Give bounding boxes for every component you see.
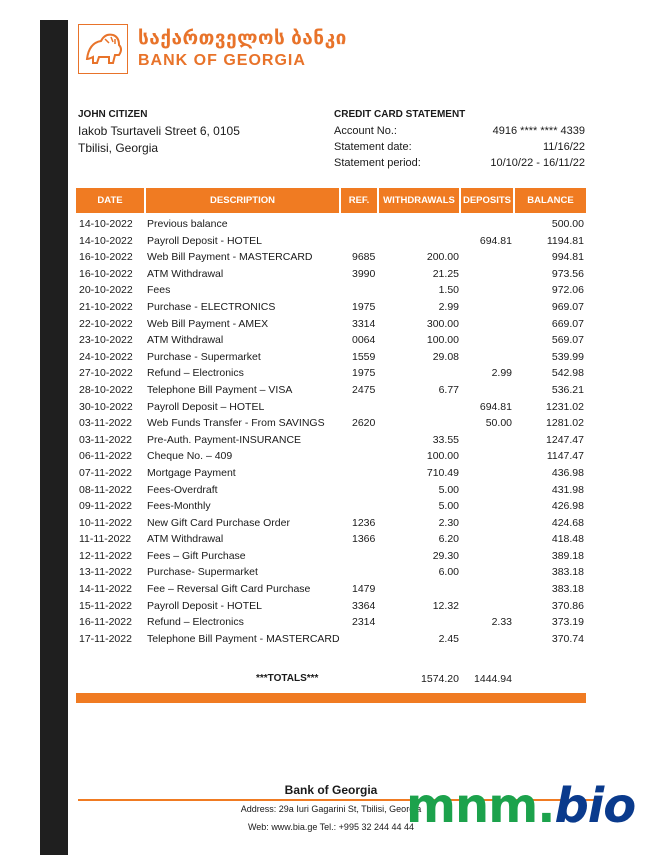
header-ref: REF. (341, 188, 377, 213)
table-row (76, 233, 586, 250)
cell-desc: Purchase- Supermarket (147, 566, 258, 579)
table-row (76, 564, 586, 581)
cell-date: 16-10-2022 (79, 267, 133, 280)
cell-date: 10-11-2022 (79, 516, 132, 529)
cell-bal: 969.07 (551, 300, 584, 313)
footer-contact: Web: www.bia.ge Tel.: +995 32 244 44 44 (247, 822, 415, 832)
account-label: Account No.: (334, 125, 397, 137)
cell-date: 14-11-2022 (79, 583, 132, 596)
cell-date: 16-10-2022 (79, 251, 133, 264)
cell-date: 11-11-2022 (79, 533, 132, 546)
cell-desc: Purchase - ELECTRONICS (147, 300, 276, 313)
cell-bal: 431.98 (551, 483, 584, 496)
footer-bank-name: Bank of Georgia (284, 783, 378, 797)
cell-wd: 5.00 (438, 483, 459, 496)
bank-logo (78, 24, 347, 76)
table-row (76, 415, 586, 432)
cell-desc: Purchase - Supermarket (147, 350, 261, 363)
cell-wd: 2.45 (438, 632, 459, 645)
cell-desc: Fees-Overdraft (147, 483, 218, 496)
customer-name: JOHN CITIZEN (78, 109, 148, 120)
cell-bal: 972.06 (551, 284, 584, 297)
cell-ref: 0064 (352, 334, 376, 347)
table-row (76, 399, 586, 416)
header-withdrawals: WITHDRAWALS (379, 188, 459, 213)
cell-wd: 300.00 (426, 317, 459, 330)
cell-wd: 200.00 (426, 251, 459, 264)
statement-period-value: 10/10/22 - 16/11/22 (490, 157, 585, 169)
cell-desc: Fees-Monthly (147, 500, 211, 513)
table-row (76, 498, 586, 515)
cell-date: 13-11-2022 (79, 566, 132, 579)
table-row (76, 349, 586, 366)
table-row (76, 465, 586, 482)
table-row (76, 548, 586, 565)
cell-bal: 426.98 (551, 500, 584, 513)
header-date: DATE (76, 188, 144, 213)
cell-desc: Web Bill Payment - MASTERCARD (147, 251, 313, 264)
cell-date: 17-11-2022 (79, 632, 132, 645)
cell-date: 16-11-2022 (79, 616, 132, 629)
footer-address: Address: 29a Iuri Gagarini St, Tbilisi, Georgia (240, 804, 422, 814)
table-row (76, 299, 586, 316)
cell-desc: ATM Withdrawal (147, 533, 224, 546)
statement-date-label: Statement date: (334, 141, 412, 153)
cell-ref: 1366 (352, 533, 376, 546)
cell-desc: Fee – Reversal Gift Card Purchase (147, 583, 311, 596)
totals-row (76, 673, 586, 689)
cell-desc: Payroll Deposit – HOTEL (147, 400, 265, 413)
cell-bal: 500.00 (551, 218, 584, 230)
page-side-bar (40, 20, 68, 855)
table-row (76, 598, 586, 615)
table-row (76, 316, 586, 333)
cell-bal: 569.07 (551, 334, 584, 347)
cell-date: 23-10-2022 (79, 334, 133, 347)
table-row (76, 216, 586, 233)
cell-desc: Refund – Electronics (147, 367, 244, 380)
cell-ref: 1975 (352, 300, 376, 313)
cell-desc: Pre-Auth. Payment-INSURANCE (147, 433, 302, 446)
cell-bal: 370.74 (551, 632, 584, 645)
table-row (76, 332, 586, 349)
cell-dep: 694.81 (479, 234, 512, 247)
cell-bal: 370.86 (551, 599, 584, 612)
cell-wd: 29.30 (432, 549, 459, 562)
watermark (406, 778, 635, 834)
watermark-part2: bio (554, 778, 636, 834)
totals-withdrawals: 1574.20 (421, 673, 459, 685)
cell-wd: 710.49 (426, 466, 459, 479)
cell-desc: Telephone Bill Payment - MASTERCARD (147, 632, 340, 645)
statement-page (68, 20, 638, 855)
cell-date: 27-10-2022 (79, 367, 133, 380)
cell-ref: 2475 (352, 383, 376, 396)
table-row (76, 581, 586, 598)
cell-wd: 33.55 (432, 433, 459, 446)
totals-deposits: 1444.94 (474, 673, 512, 685)
cell-bal: 539.99 (551, 350, 584, 363)
cell-desc: Web Funds Transfer - From SAVINGS (147, 417, 325, 430)
cell-dep: 694.81 (479, 400, 512, 413)
cell-date: 28-10-2022 (79, 383, 133, 396)
table-row (76, 382, 586, 399)
cell-desc: Mortgage Payment (147, 466, 236, 479)
cell-ref: 9685 (352, 251, 376, 264)
cell-wd: 6.77 (438, 383, 459, 396)
cell-desc: Web Bill Payment - AMEX (147, 317, 269, 330)
cell-date: 08-11-2022 (79, 483, 132, 496)
cell-wd: 29.08 (432, 350, 459, 363)
cell-ref: 1479 (352, 583, 376, 596)
cell-desc: Fees (147, 284, 171, 297)
cell-date: 15-11-2022 (79, 599, 132, 612)
cell-date: 22-10-2022 (79, 317, 133, 330)
table-row (76, 365, 586, 382)
table-row (76, 266, 586, 283)
table-row (76, 531, 586, 548)
account-value: 4916 **** **** 4339 (492, 125, 585, 137)
bank-name-english: BANK OF GEORGIA (138, 52, 306, 69)
cell-bal: 1247.47 (546, 433, 584, 446)
table-bottom-bar (76, 693, 586, 703)
cell-wd: 6.20 (438, 533, 459, 546)
header-description: DESCRIPTION (146, 188, 339, 213)
cell-bal: 1231.02 (546, 400, 584, 413)
cell-bal: 1281.02 (546, 417, 584, 430)
cell-wd: 1.50 (438, 284, 459, 297)
table-row (76, 448, 586, 465)
cell-date: 20-10-2022 (79, 284, 133, 297)
cell-desc: ATM Withdrawal (147, 267, 224, 280)
table-body (76, 216, 586, 647)
lion-emblem-icon (78, 24, 128, 74)
cell-wd: 2.30 (438, 516, 459, 529)
cell-date: 03-11-2022 (79, 433, 132, 446)
cell-bal: 383.18 (551, 583, 584, 596)
statement-period-label: Statement period: (334, 157, 421, 169)
cell-desc: Payroll Deposit - HOTEL (147, 234, 262, 247)
cell-date: 30-10-2022 (79, 400, 133, 413)
cell-desc: Previous balance (147, 218, 228, 230)
totals-label: ***TOTALS*** (256, 673, 319, 684)
table-row (76, 482, 586, 499)
cell-dep: 2.99 (491, 367, 512, 380)
table-row (76, 432, 586, 449)
cell-bal: 373.19 (551, 616, 584, 629)
cell-bal: 389.18 (551, 549, 584, 562)
cell-wd: 21.25 (432, 267, 459, 280)
cell-ref: 3364 (352, 599, 376, 612)
bank-name-georgian: საქართველოს ბანკი (138, 28, 347, 49)
cell-dep: 2.33 (491, 616, 512, 629)
cell-date: 09-11-2022 (79, 500, 132, 513)
cell-desc: Cheque No. – 409 (147, 450, 233, 463)
cell-bal: 994.81 (551, 251, 584, 264)
cell-desc: Refund – Electronics (147, 616, 244, 629)
cell-bal: 383.18 (551, 566, 584, 579)
cell-wd: 100.00 (426, 450, 459, 463)
cell-wd: 5.00 (438, 500, 459, 513)
cell-date: 12-11-2022 (79, 549, 132, 562)
cell-wd: 100.00 (426, 334, 459, 347)
cell-ref: 1975 (352, 367, 376, 380)
cell-bal: 536.21 (551, 383, 584, 396)
table-row (76, 515, 586, 532)
table-row (76, 631, 586, 648)
header-deposits: DEPOSITS (461, 188, 513, 213)
cell-bal: 542.98 (551, 367, 584, 380)
cell-date: 03-11-2022 (79, 417, 132, 430)
cell-bal: 669.07 (551, 317, 584, 330)
header-balance: BALANCE (515, 188, 586, 213)
table-row (76, 282, 586, 299)
cell-date: 07-11-2022 (79, 466, 132, 479)
cell-bal: 418.48 (551, 533, 584, 546)
cell-date: 24-10-2022 (79, 350, 133, 363)
table-header (76, 188, 586, 213)
cell-bal: 436.98 (551, 466, 584, 479)
customer-city: Tbilisi, Georgia (78, 141, 159, 155)
cell-ref: 1559 (352, 350, 376, 363)
cell-desc: ATM Withdrawal (147, 334, 224, 347)
customer-street: Iakob Tsurtaveli Street 6, 0105 (78, 124, 240, 138)
cell-ref: 3990 (352, 267, 376, 280)
table-row (76, 249, 586, 266)
cell-dep: 50.00 (485, 417, 512, 430)
cell-ref: 3314 (352, 317, 376, 330)
cell-desc: Fees – Gift Purchase (147, 549, 246, 562)
statement-date-value: 11/16/22 (542, 141, 585, 153)
cell-bal: 1194.81 (546, 234, 584, 247)
cell-date: 06-11-2022 (79, 450, 132, 463)
watermark-part1: mnm. (406, 778, 555, 834)
table-row (76, 614, 586, 631)
cell-date: 21-10-2022 (79, 300, 133, 313)
cell-bal: 973.56 (551, 267, 584, 280)
statement-title: CREDIT CARD STATEMENT (334, 109, 466, 120)
cell-bal: 424.68 (551, 516, 584, 529)
cell-ref: 1236 (352, 516, 376, 529)
cell-ref: 2314 (352, 616, 376, 629)
cell-desc: Payroll Deposit - HOTEL (147, 599, 262, 612)
cell-wd: 6.00 (438, 566, 459, 579)
cell-ref: 2620 (352, 417, 376, 430)
cell-desc: Telephone Bill Payment – VISA (147, 383, 293, 396)
cell-date: 14-10-2022 (79, 234, 133, 247)
cell-wd: 2.99 (438, 300, 459, 313)
cell-date: 14-10-2022 (79, 218, 133, 230)
cell-bal: 1147.47 (546, 450, 584, 463)
cell-wd: 12.32 (432, 599, 459, 612)
cell-desc: New Gift Card Purchase Order (147, 516, 290, 529)
